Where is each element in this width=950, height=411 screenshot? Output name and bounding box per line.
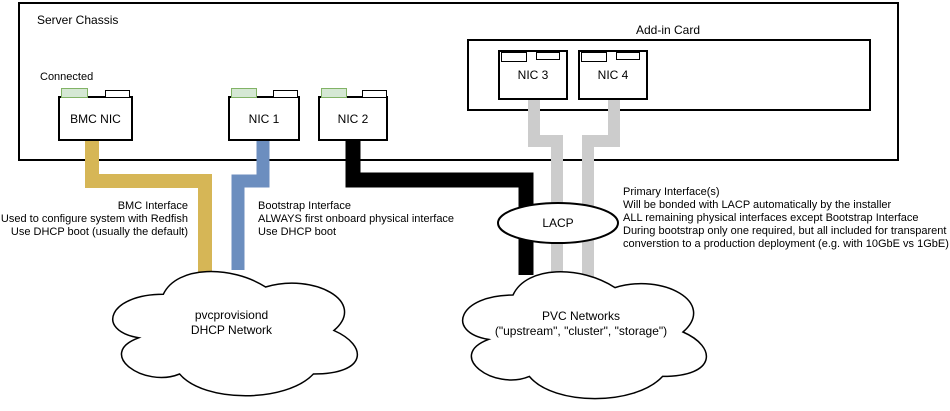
nic3-cable <box>534 95 557 278</box>
nic1-label: NIC 1 <box>248 111 280 126</box>
nic4-label: NIC 4 <box>597 68 629 82</box>
annotation-line: Primary Interface(s) <box>623 186 720 198</box>
nic3-left-tab <box>501 52 527 62</box>
dhcp-cloud-label <box>95 308 368 338</box>
pvc-cloud-label <box>445 309 717 339</box>
nic2-connected-tab <box>321 88 347 98</box>
server-chassis-box <box>19 3 898 160</box>
nic4-left-tab <box>581 52 607 62</box>
nic3-box <box>498 50 568 100</box>
annotation-line: Bootstrap Interface <box>258 200 351 212</box>
dhcp-cloud-line1: pvcprovisiond <box>194 308 269 322</box>
dhcp-cloud-line2: DHCP Network <box>190 323 273 337</box>
nic1-port-tab <box>273 90 298 98</box>
server-chassis-label: Server Chassis <box>37 13 119 27</box>
nic2-port-tab <box>362 90 387 98</box>
annotation-line: ALWAYS first onboard physical interface <box>258 213 455 225</box>
add-in-card-label: Add-in Card <box>635 23 701 37</box>
bmc-nic-port-tab <box>105 90 130 98</box>
nic4-cable <box>588 95 614 278</box>
annotation-line: Use DHCP boot <box>258 226 337 238</box>
annotation-line: BMC Interface <box>117 200 188 212</box>
bmc-nic-box <box>58 96 133 141</box>
annotation-line: During bootstrap only one required, but all included for transparent <box>623 225 947 237</box>
annotation-line: Will be bonded with LACP automatically by the installer <box>623 199 892 211</box>
bmc-nic-connected-tab <box>61 88 88 98</box>
annotation-line: Used to configure system with Redfish <box>0 213 188 225</box>
nic3-right-tab <box>536 52 560 60</box>
bmc-interface-annotation <box>0 200 188 239</box>
nic3-label: NIC 3 <box>517 68 549 82</box>
annotation-line: converstion to a production deployment (e.g. with 10GbE vs 1GbE) <box>623 238 949 250</box>
primary-interface-annotation <box>623 186 949 251</box>
nic1-box <box>228 96 300 141</box>
nic4-right-tab <box>616 52 640 60</box>
nic2-label: NIC 2 <box>337 111 369 126</box>
nic2-box <box>318 96 388 141</box>
annotation-line: ALL remaining physical interfaces except Bootstrap Interface <box>623 212 919 224</box>
bootstrap-interface-annotation <box>258 200 454 239</box>
nic1-connected-tab <box>231 88 257 98</box>
connected-label: Connected <box>40 71 94 83</box>
bmc-nic-label: BMC NIC <box>70 111 121 126</box>
pvc-cloud-line1: PVC Networks <box>541 309 621 323</box>
nic4-box <box>578 50 648 100</box>
annotation-line: Use DHCP boot (usually the default) <box>10 226 188 238</box>
pvc-cloud-line2: ("upstream", "cluster", "storage") <box>494 324 668 338</box>
lacp-label: LACP <box>542 216 574 230</box>
